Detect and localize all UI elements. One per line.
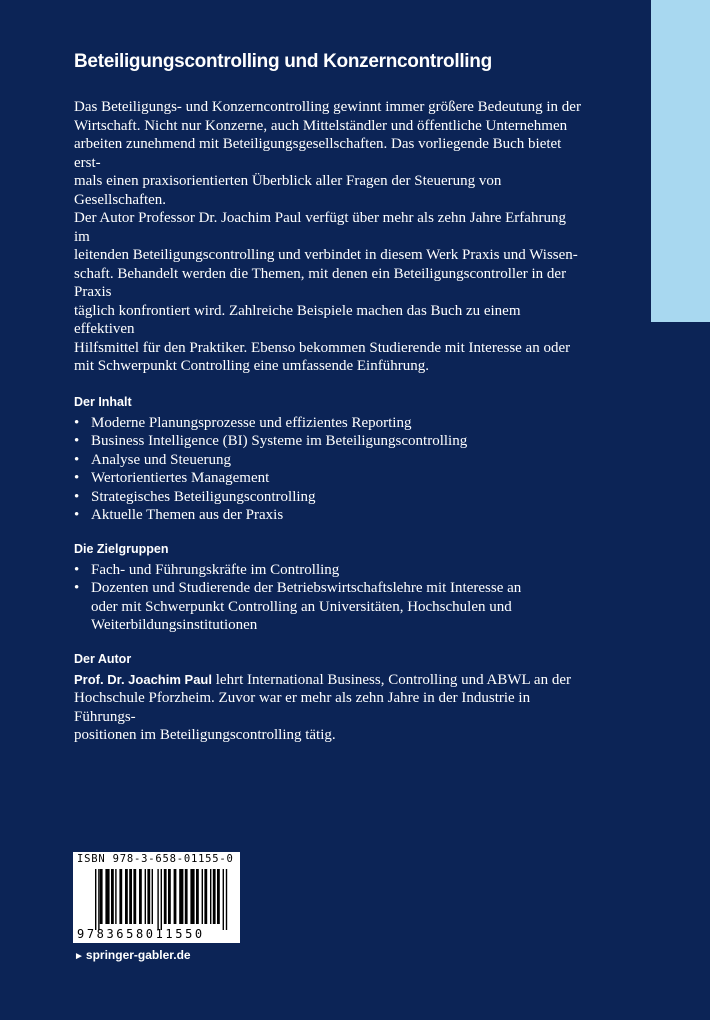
isbn-number: ISBN 978-3-658-01155-0 (77, 853, 234, 865)
bullet-icon: • (74, 470, 80, 486)
intro-line: täglich konfrontiert wird. Zahlreiche Beispiele machen das Buch zu einem effektiven (74, 302, 521, 337)
barcode-bar (202, 869, 203, 924)
intro-line: Hilfsmittel für den Praktiker. Ebenso bekommen Studierende mit Interesse an oder (74, 339, 571, 356)
barcode-bar (133, 869, 136, 924)
autor-line (74, 671, 584, 690)
list-item-text: Strategisches Beteiligungscontrolling (91, 488, 316, 505)
barcode-bar (168, 869, 171, 924)
inhalt-list (74, 414, 584, 525)
intro-line: schaft. Behandelt werden die Themen, mit denen ein Beteiligungscontroller in der Praxis (74, 265, 567, 300)
barcode-bar (98, 869, 99, 930)
barcode-bar (174, 869, 177, 924)
bullet-icon: • (74, 580, 80, 596)
barcode-bar (161, 869, 162, 930)
list-item-line: Weiterbildungsinstitutionen (91, 617, 258, 633)
bullet-icon: • (74, 561, 80, 578)
list-item (74, 488, 584, 507)
zielgruppen-heading: Die Zielgruppen (74, 541, 169, 556)
website-url: springer-gabler.de (85, 948, 191, 962)
autor-line-rest: lehrt International Business, Controlling und ABWL an der (212, 671, 571, 688)
list-item (74, 432, 584, 451)
list-item-text: Aktuelle Themen aus der Praxis (91, 507, 284, 523)
list-item (74, 561, 584, 580)
list-item-line: oder mit Schwerpunkt Controlling an Universitäten, Hochschulen und (91, 598, 512, 615)
barcode-bar (204, 869, 207, 924)
barcode-bar (95, 869, 96, 930)
accent-bar (651, 0, 710, 322)
list-item-text (91, 579, 584, 635)
barcode-bar (190, 869, 194, 924)
publisher-website[interactable] (74, 948, 191, 962)
bullet-icon: • (74, 507, 80, 523)
list-item (74, 451, 584, 470)
ean-digits: 9783658011550 (77, 927, 205, 941)
list-item-text: Moderne Planungsprozesse und effizientes Reporting (91, 414, 412, 431)
bullet-icon: • (74, 451, 80, 468)
bullet-icon: • (74, 414, 80, 431)
barcode-bar (115, 869, 116, 924)
book-title: Beteiligungscontrolling und Konzerncontrolling (74, 51, 492, 72)
barcode-bar (152, 869, 153, 924)
arrow-right-icon: ► (74, 951, 84, 962)
list-item-text: Wertorientiertes Management (91, 470, 270, 486)
intro-line: leitenden Beteiligungscontrolling und verbindet in diesem Werk Praxis und Wissen- (74, 247, 578, 263)
barcode-bar (157, 869, 158, 930)
barcode-bar (213, 869, 216, 924)
isbn-barcode (73, 852, 240, 943)
barcode-bar (139, 869, 142, 924)
list-item-text: Business Intelligence (BI) Systeme im Beteiligungscontrolling (91, 433, 468, 449)
barcode-bar (196, 869, 199, 924)
intro-line: Der Autor Professor Dr. Joachim Paul verfügt über mehr als zehn Jahre Erfahrung im (74, 210, 566, 245)
barcode-bar (100, 869, 103, 924)
intro-line: arbeiten zunehmend mit Beteiligungsgesellschaften. Das vorliegende Buch bietet erst- (74, 136, 562, 171)
autor-heading: Der Autor (74, 651, 132, 666)
list-item-text: Analyse und Steuerung (91, 451, 231, 468)
list-item (74, 414, 584, 433)
barcode-bar (185, 869, 188, 924)
barcode-bar (105, 869, 109, 924)
barcode-bar (226, 869, 227, 930)
autor-line: positionen im Beteiligungscontrolling tätig. (74, 727, 336, 743)
autor-paragraph (74, 671, 584, 745)
barcode-bar (145, 869, 146, 924)
list-item-text: Fach- und Führungskräfte im Controlling (91, 561, 340, 578)
barcode-bar (119, 869, 122, 924)
barcode-bar (217, 869, 220, 924)
barcode-bar (129, 869, 132, 924)
inhalt-heading: Der Inhalt (74, 394, 132, 409)
intro-paragraph (74, 98, 584, 376)
barcode-bar (210, 869, 211, 924)
list-item (74, 506, 584, 525)
list-item (74, 469, 584, 488)
barcode-bar (125, 869, 128, 924)
barcode-bar (111, 869, 114, 924)
barcode-bar (147, 869, 150, 924)
barcode-bar (164, 869, 167, 924)
barcode-bar (223, 869, 224, 930)
back-cover-text (74, 50, 584, 745)
barcode-bar (179, 869, 183, 924)
zielgruppen-list (74, 561, 584, 635)
intro-line: Das Beteiligungs- und Konzerncontrolling gewinnt immer größere Bedeutung in der (74, 99, 581, 115)
author-name: Prof. Dr. Joachim Paul (74, 671, 212, 687)
intro-line: mit Schwerpunkt Controlling eine umfassende Einführung. (74, 358, 429, 374)
intro-line: mals einen praxisorientierten Überblick aller Fragen der Steuerung von Gesellschaften. (74, 173, 502, 208)
list-item (74, 579, 584, 635)
bullet-icon: • (74, 488, 80, 505)
intro-line: Wirtschaft. Nicht nur Konzerne, auch Mittelständler und öffentliche Unternehmen (74, 117, 568, 134)
bullet-icon: • (74, 433, 80, 449)
list-item-line: Dozenten und Studierende der Betriebswirtschaftslehre mit Interesse an (91, 580, 522, 596)
autor-line: Hochschule Pforzheim. Zuvor war er mehr als zehn Jahre in der Industrie in Führungs- (74, 690, 531, 725)
